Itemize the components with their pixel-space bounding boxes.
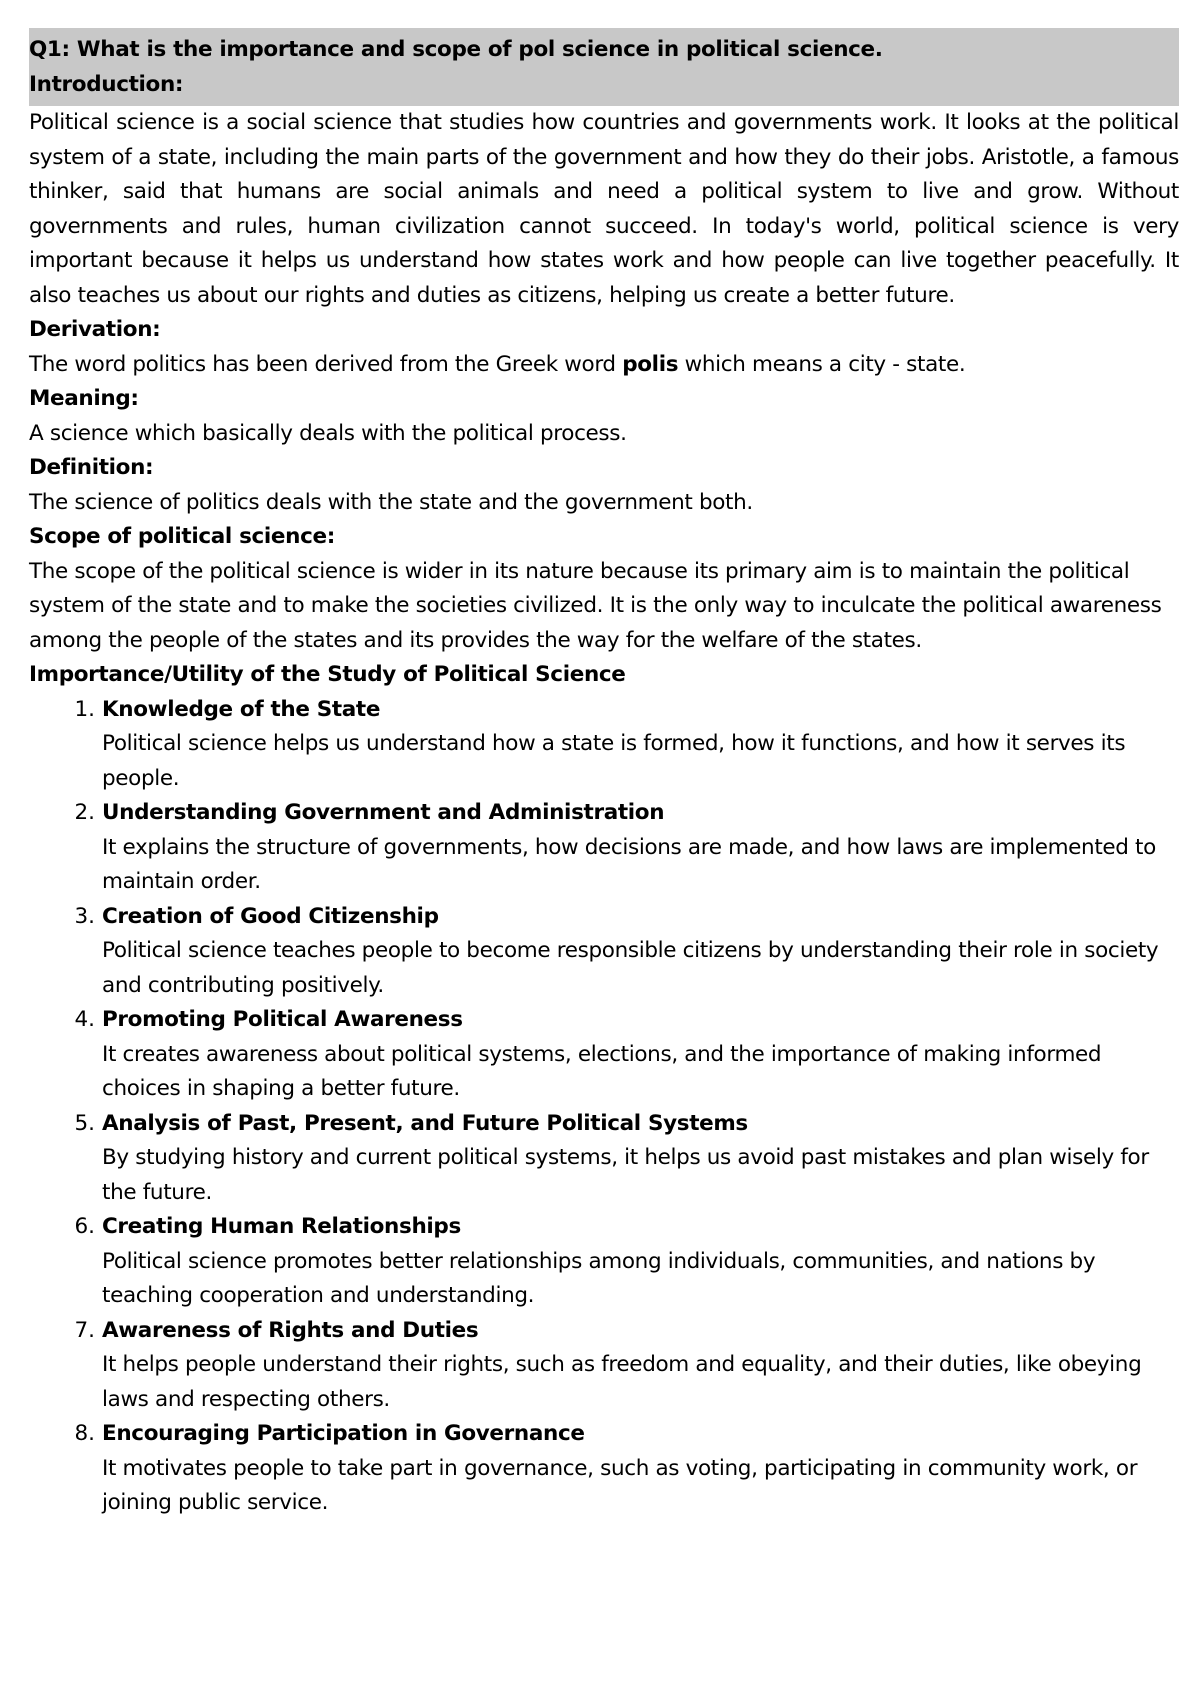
definition-text: The science of politics deals with the state and the government both. — [29, 489, 753, 515]
derivation-keyword: polis — [622, 351, 679, 377]
list-item — [29, 796, 1179, 900]
derivation-heading: Derivation: — [29, 317, 161, 342]
list-item-number: 6. — [74, 1214, 95, 1239]
question-title: Q1: What is the importance and scope of pol science in political science. — [29, 37, 883, 62]
list-item-body: It motivates people to take part in governance, such as voting, participating in community work, or joining public service. — [102, 1455, 1138, 1515]
list-item-body: It helps people understand their rights, such as freedom and equality, and their duties, like obeying laws and respecting others. — [102, 1352, 1142, 1412]
list-item-title: Creation of Good Citizenship — [102, 903, 439, 929]
introduction-text: Political science is a social science that studies how countries and governments work. It looks at the political system of a state, including the main parts of the government and how they do their jobs. Aristotle, a famous thinker, said that humans are social animals and need a political system to live and grow. Without governments and rules, human civilization cannot succeed. In today's world, political science is very important because it helps us understand how states work and how people can live together peacefully. It also teaches us about our rights and duties as citizens, helping us create a better future. — [29, 110, 1179, 308]
list-item — [29, 900, 1179, 1004]
list-item — [29, 1107, 1179, 1211]
list-item-body: Political science promotes better relationships among individuals, communities, and nations by teaching cooperation and understanding. — [102, 1248, 1096, 1308]
list-item-title: Knowledge of the State — [102, 696, 381, 722]
list-item-number: 8. — [74, 1421, 95, 1446]
importance-heading: Importance/Utility of the Study of Political Science — [29, 662, 626, 687]
list-item-body: It explains the structure of governments, how decisions are made, and how laws are implemented to maintain order. — [102, 834, 1156, 894]
list-item-number: 5. — [74, 1110, 95, 1136]
list-item-body: Political science teaches people to become responsible citizens by understanding their role in society and contributing positively. — [102, 938, 1159, 998]
list-item-body: By studying history and current political systems, it helps us avoid past mistakes and plan wisely for the future. — [102, 1145, 1149, 1205]
list-item-title: Awareness of Rights and Duties — [102, 1317, 479, 1343]
scope-heading: Scope of political science: — [29, 524, 335, 549]
list-item — [29, 693, 1179, 797]
document-page — [29, 28, 1179, 1521]
derivation-text-end: which means a city - state. — [678, 351, 966, 377]
list-item-title: Creating Human Relationships — [102, 1214, 461, 1239]
derivation-text-start: The word politics has been derived from the Greek word — [29, 351, 623, 377]
list-item-title: Promoting Political Awareness — [102, 1007, 463, 1032]
list-item — [29, 1314, 1179, 1418]
list-item-title: Understanding Government and Administration — [102, 800, 665, 825]
list-item-body: Political science helps us understand how a state is formed, how it functions, and how it serves its people. — [102, 731, 1126, 791]
question-header-band — [29, 28, 1179, 106]
importance-list — [29, 693, 1179, 1521]
list-item-title: Analysis of Past, Present, and Future Political Systems — [102, 1110, 748, 1136]
list-item-number: 7. — [74, 1317, 95, 1343]
list-item-number: 1. — [74, 696, 95, 722]
list-item — [29, 1003, 1179, 1107]
list-item-body: It creates awareness about political systems, elections, and the importance of making informed choices in shaping a better future. — [102, 1041, 1102, 1101]
list-item-number: 3. — [74, 903, 95, 929]
meaning-text: A science which basically deals with the political process. — [29, 420, 627, 446]
meaning-heading: Meaning: — [29, 386, 139, 411]
list-item-number: 4. — [74, 1007, 95, 1032]
introduction-heading: Introduction: — [29, 71, 184, 97]
list-item-number: 2. — [74, 800, 95, 825]
list-item-title: Encouraging Participation in Governance — [102, 1421, 585, 1446]
definition-heading: Definition: — [29, 455, 154, 480]
derivation-text — [29, 348, 1179, 383]
list-item — [29, 1210, 1179, 1314]
list-item — [29, 1417, 1179, 1521]
scope-text: The scope of the political science is wider in its nature because its primary aim is to maintain the political system of the state and to make the societies civilized. It is the only way to inculcate the political awareness among the people of the states and its provides the way for the welfare of the states. — [29, 558, 1162, 653]
